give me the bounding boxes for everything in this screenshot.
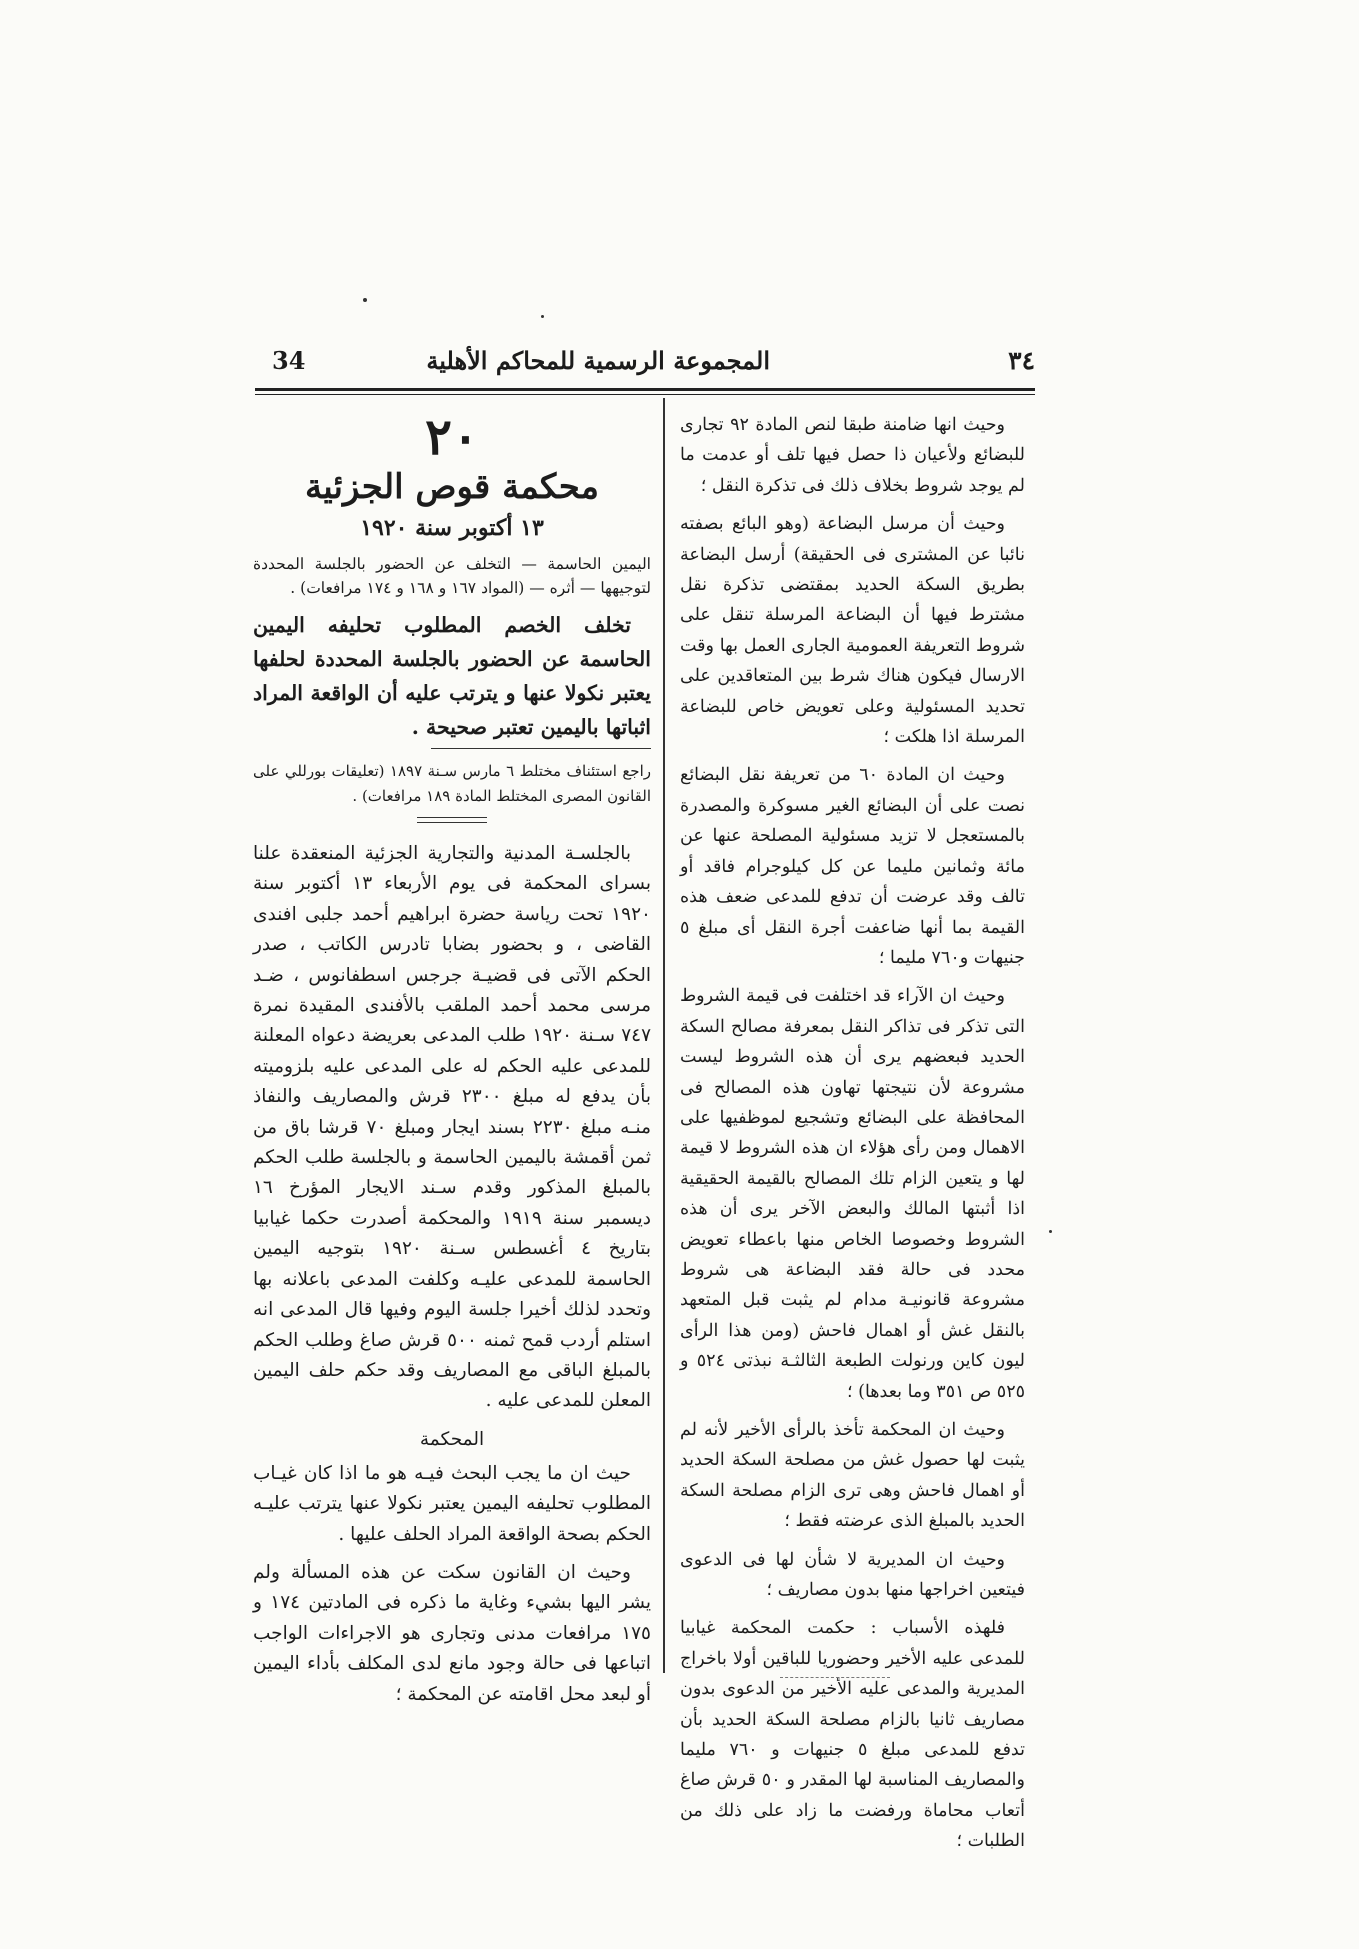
case-keywords: اليمين الحاسمة — التخلف عن الحضور بالجلسة المحددة لتوجيهها — أثره — (المواد ١٦٧ و ١٦٨ و ١٧٤ مرافعات) . [253,555,651,597]
case-number: ٢٠ [425,407,479,466]
scan-speck [1049,1230,1052,1233]
end-rule [780,1677,890,1678]
paragraph: وحيث ان الآراء قد اختلفت فى قيمة الشروط التى تذكر فى تذاكر النقل بمعرفة مصالح السكة الحديد فبعضهم يرى أن هذه الشروط ليست مشروعة لأن نتيجتها تهاون هذه المصالح فى المحافظة على البضائع وتشجيع لموظفيها على الاهمال ومن رأى هؤلاء ان هذه الشروط لا قيمة لها و يتعين الزام تلك المصالح بالقيمة الحقيقية اذا أثبتها المالك والبعض الآخر يرى أن هذه الشروط وخصوصا الخاص منها باعطاء تعويض محدد فى حالة فقد البضاعة هى شروط مشروعة قانونيـة مدام لم يثبت قبل المتعهد بالنقل غش أو اهمال فاحش (ومن هذا الرأى ليون كاين ورنولت الطبعة الثالثـة نبذتى ٥٢٤ و ٥٢٥ ص ٣٥١ وما بعدها) ؛ [680,986,1025,1402]
court-name: محكمة قوص الجزئية [305,467,599,507]
scan-speck [363,298,367,302]
reasoning-paragraph: حيث ان ما يجب البحث فيـه هو ما اذا كان غيـاب المطلوب تحليفه اليمين يعتبر نكولا عنها يترتب عليـه الحكم بصحة الواقعة المراد الحلف عليها . [253,1462,651,1545]
reference-note: راجع استئناف مختلط ٦ مارس سـنة ١٨٩٧ (تعليقات بورللي على القانون المصرى المختلط المادة ١٨٩ مرافعات) . [253,762,651,805]
page-number-arabic: ٣٤ [1008,346,1035,375]
paragraph: وحيث أن مرسل البضاعة (وهو البائع بصفته نائبا عن المشترى فى الحقيقة) أرسل البضاعة بطريق السكة الحديد بمقتضى تذكرة نقل مشترط فيها أن البضاعة المرسلة تنقل على شروط التعريفة العمومية الجارى العمل بها وقت الارسال فيكون هناك شرط بين المتعاقدين على تحديد المسئولية وعلى تعويض خاص للبضاعة المرسلة اذا هلكت ؛ [680,514,1025,748]
double-rule [417,817,487,823]
reasoning-paragraph: وحيث ان القانون سكت عن هذه المسألة ولم يشر اليها بشيء وغاية ما ذكره فى المادتين ١٧٤ و ١٧٥ مرافعات مدنى وتجارى هو الاجراءات الواجب اتباعها فى حالة وجود مانع لدى المكلف بأداء اليمين أو لبعد محل اقامته عن المحكمة ؛ [253,1561,651,1705]
paragraph: وحيث ان المادة ٦٠ من تعريفة نقل البضائع نصت على أن البضائع الغير مسوكرة والمصدرة بالمستعجل لا تزيد مسئولية المصلحة عنها عن مائة وثمانين مليما عن كل كيلوجرام فاقد أو تالف وقد عرضت أن تدفع للمدعى ضعف هذه القيمة بما أنها ضاعفت أجرة النقل أى مبلغ ٥ جنيهات و٧٦٠ مليما ؛ [680,765,1025,968]
left-column [253,407,652,1718]
column-divider [663,398,665,1673]
right-column [680,410,1025,1865]
journal-title: المجموعة الرسمية للمحاكم الأهلية [426,346,770,375]
court-heading: المحكمة [419,1428,485,1450]
running-header [245,340,1035,380]
paragraph: وحيث ان المحكمة تأخذ بالرأى الأخير لأنه لم يثبت لها حصول غش من مصلحة السكة الحديد أو اهمال فاحش وهى ترى الزام مصلحة السكة الحديد بالمبلغ الذى عرضته فقط ؛ [680,1420,1025,1532]
paragraph: وحيث انها ضامنة طبقا لنص المادة ٩٢ تجارى للبضائع ولأعيان ذا حصل فيها تلف أو عدمت ما لم يوجد شروط بخلاف ذلك فى تذكرة النقل ؛ [680,415,1025,496]
facts-paragraph: بالجلسـة المدنية والتجارية الجزئية المنعقدة علنا بسراى المحكمة فى يوم الأربعاء ١٣ أكتوبر سنة ١٩٢٠ تحت رياسة حضرة ابراهيم أحمد جلبى افندى القاضى ، و بحضور بضابا تادرس الكاتب ، صدر الحكم الآتى فى قضيـة جرجس اسطفانوس ، ضـد مرسى محمد أحمد الملقب بالأفندى المقيدة نمرة ٧٤٧ سـنة ١٩٢٠ طلب المدعى بعريضة دعواه المعلنة للمدعى عليه الحكم له على المدعى عليه بلزوميته بأن يدفع له مبلغ ٢٣٠٠ قرش والمصاريف والنفاذ منـه مبلغ ٢٢٣٠ بسند ايجار ومبلغ ٧٠ قرشا باق من ثمن أقمشة باليمين الحاسمة و بالجلسة طلب الحكم بالمبلغ المذكور وقدم سـند الايجار المؤرخ ١٦ ديسمبر سنة ١٩١٩ والمحكمة أصدرت حكما غيابيا بتاريخ ٤ أغسطس سـنة ١٩٢٠ بتوجيه اليمين الحاسمة للمدعى عليـه وكلفت المدعى باعلانه بها وتحدد لذلك أخيرا جلسة اليوم وفيها قال المدعى انه استلم أردب قمح ثمنه ٥٠٠ قرش صاغ وطلب الحكم بالمبلغ الباقى مع المصاريف وقد حكم حلف اليمين المعلن للمدعى عليه . [253,843,652,1412]
paragraph: فلهذه الأسباب : حكمت المحكمة غيابيا للمدعى عليه الأخير وحضوريا للباقين أولا باخراج المديرية والمدعى عليه الأخير من الدعوى بدون مصاريف ثانيا بالزام مصلحة السكة الحديد بأن تدفع للمدعى مبلغ ٥ جنيهات و ٧٦٠ مليما والمصاريف المناسبة لها المقدر و ٥٠ قرش صاغ أتعاب محاماة ورفضت ما زاد على ذلك من الطلبات ؛ [680,1618,1025,1852]
case-date: ١٣ أكتوبر سنة ١٩٢٠ [360,515,544,541]
scan-speck [541,315,544,318]
header-rule-thin [255,394,1035,395]
header-rule [255,388,1035,391]
section-rule [431,748,651,749]
legal-principle: تخلف الخصم المطلوب تحليفه اليمين الحاسمة عن الحضور بالجلسة المحددة لحلفها يعتبر نكولا عنها و يترتب عليه أن الواقعة المراد اثباتها باليمين تعتبر صحيحة . [253,613,651,739]
paragraph: وحيث ان المديرية لا شأن لها فى الدعوى فيتعين اخراجها منها بدون مصاريف ؛ [680,1549,1025,1601]
page-number-latin: 34 [272,346,306,375]
